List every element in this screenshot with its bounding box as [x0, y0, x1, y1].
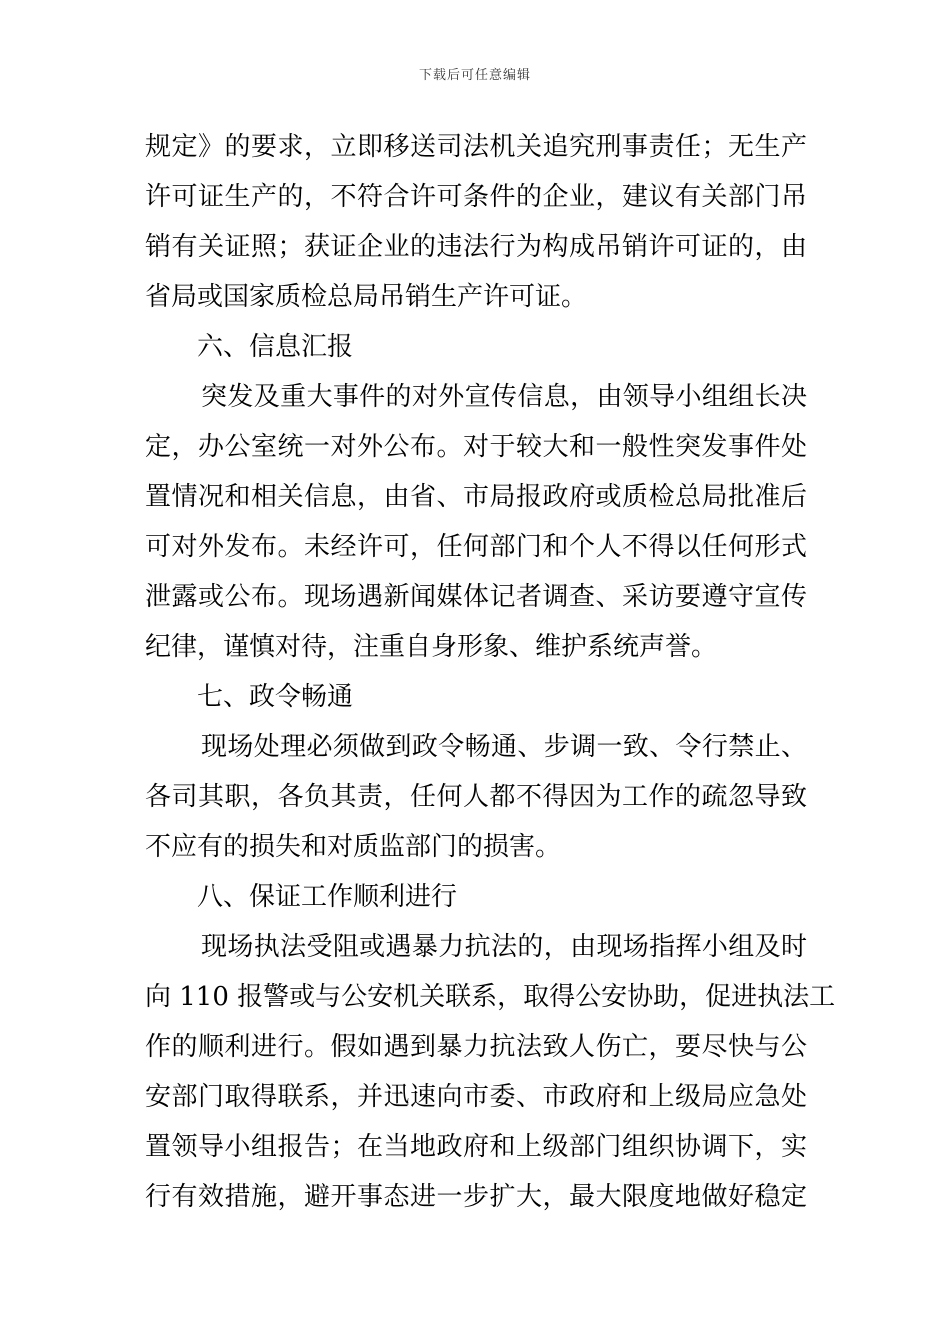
- text-line: 突发及重大事件的对外宣传信息，由领导小组组长决: [201, 382, 807, 412]
- text-line: 销有关证照；获证企业的违法行为构成吊销许可证的，由: [145, 232, 807, 262]
- text-line: 纪律，谨慎对待，注重自身形象、维护系统声誉。: [145, 632, 718, 662]
- text-line: 省局或国家质检总局吊销生产许可证。: [145, 282, 588, 312]
- document-body: [145, 122, 836, 1222]
- text-line: 许可证生产的，不符合许可条件的企业，建议有关部门吊: [145, 182, 807, 212]
- text-line: 泄露或公布。现场遇新闻媒体记者调查、采访要遵守宣传: [145, 582, 807, 612]
- text-line: 置领导小组报告；在当地政府和上级部门组织协调下，实: [145, 1132, 807, 1162]
- text-line: 现场处理必须做到政令畅通、步调一致、令行禁止、: [201, 732, 807, 762]
- text-line: 可对外发布。未经许可，任何部门和个人不得以任何形式: [145, 532, 807, 562]
- section-heading-7: 七、政令畅通: [197, 682, 354, 712]
- text-line: 作的顺利进行。假如遇到暴力抗法致人伤亡，要尽快与公: [145, 1032, 807, 1062]
- text-line: 行有效措施，避开事态进一步扩大，最大限度地做好稳定: [145, 1182, 807, 1212]
- page-header: 下载后可任意编辑: [418, 68, 531, 83]
- text-line: 不应有的损失和对质监部门的损害。: [145, 832, 562, 862]
- text-line: 置情况和相关信息，由省、市局报政府或质检总局批准后: [145, 482, 807, 512]
- text-line: 向 110 报警或与公安机关联系，取得公安协助，促进执法工: [145, 982, 836, 1012]
- text-line: 各司其职，各负其责，任何人都不得因为工作的疏忽导致: [145, 782, 807, 812]
- text-line: 定，办公室统一对外公布。对于较大和一般性突发事件处: [145, 432, 807, 462]
- text-line: 现场执法受阻或遇暴力抗法的，由现场指挥小组及时: [201, 932, 807, 962]
- section-heading-6: 六、信息汇报: [197, 332, 354, 362]
- text-line: 规定》的要求，立即移送司法机关追究刑事责任；无生产: [145, 132, 807, 162]
- section-heading-8: 八、保证工作顺利进行: [197, 882, 458, 912]
- text-line: 安部门取得联系，并迅速向市委、市政府和上级局应急处: [145, 1082, 807, 1112]
